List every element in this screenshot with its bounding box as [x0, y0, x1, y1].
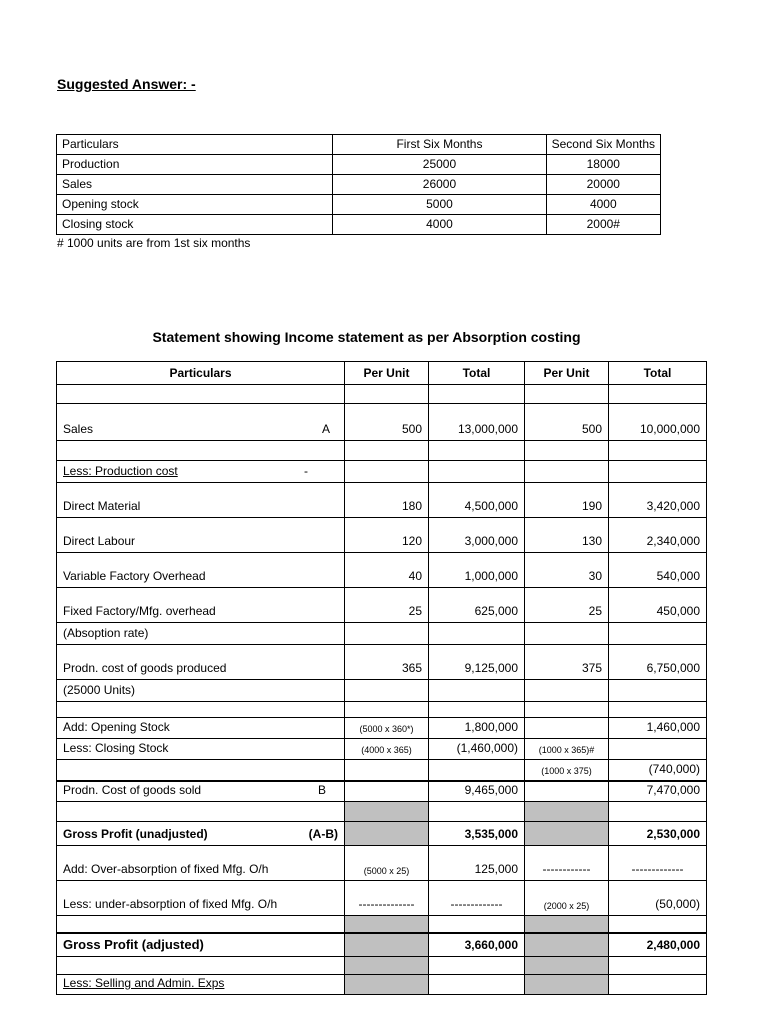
row-label: Production — [57, 155, 333, 175]
table-row-sales — [57, 404, 707, 441]
table-row-selling-admin — [57, 975, 707, 995]
table-row-closing-stock — [57, 739, 707, 760]
table-row — [57, 175, 661, 195]
cell-value: 190 — [525, 483, 609, 518]
row-label: Prodn. cost of goods produced — [57, 645, 345, 680]
row-label: (25000 Units) — [57, 680, 345, 702]
suggested-answer-heading: Suggested Answer: - — [57, 76, 196, 92]
header-per-unit-1: Per Unit — [345, 362, 429, 385]
table-row-absorption-rate — [57, 623, 707, 645]
cell-dash: -------------- — [345, 881, 429, 916]
cell-value: 180 — [345, 483, 429, 518]
cell-value: 375 — [525, 645, 609, 680]
cell-calculation: (1000 x 365)# — [525, 739, 609, 760]
table-row-direct-material — [57, 483, 707, 518]
row-label: (Absoption rate) — [57, 623, 345, 645]
cell-value: 4000 — [333, 215, 546, 235]
cell-calculation: (1000 x 375) — [525, 760, 609, 781]
table-row-gross-profit-unadjusted — [57, 822, 707, 846]
cell-value: 40 — [345, 553, 429, 588]
row-label: Prodn. Cost of goods sold B — [57, 781, 345, 802]
table-row — [57, 155, 661, 175]
cell-value: 10,000,000 — [609, 404, 707, 441]
row-label: Less: Production cost - — [57, 461, 345, 483]
cell-dash: ------------- — [429, 881, 525, 916]
cell-value: 5000 — [333, 195, 546, 215]
production-summary-table — [56, 134, 661, 235]
table-row-direct-labour — [57, 518, 707, 553]
cell-value: 26000 — [333, 175, 546, 195]
row-label: Opening stock — [57, 195, 333, 215]
row-label: Closing stock — [57, 215, 333, 235]
cell-value: 3,420,000 — [609, 483, 707, 518]
table-row-units — [57, 680, 707, 702]
cell-value: 25 — [345, 588, 429, 623]
cell-value: 500 — [525, 404, 609, 441]
table-row-less-production — [57, 461, 707, 483]
row-label: Less: Closing Stock — [57, 739, 345, 760]
spacer-row — [57, 802, 707, 822]
cell-value: 4000 — [546, 195, 660, 215]
row-label: Gross Profit (adjusted) — [57, 933, 345, 957]
cell-calculation: (2000 x 25) — [525, 881, 609, 916]
cell-value: 2,530,000 — [609, 822, 707, 846]
statement-title: Statement showing Income statement as per Absorption costing — [152, 329, 581, 345]
cell-value: 1,460,000 — [609, 718, 707, 739]
cell-value: 20000 — [546, 175, 660, 195]
cell-value: 625,000 — [429, 588, 525, 623]
row-label: Gross Profit (unadjusted) (A-B) — [57, 822, 345, 846]
cell-dash: ------------- — [609, 846, 707, 881]
row-label: Add: Over-absorption of fixed Mfg. O/h — [57, 846, 345, 881]
cell-value: 3,000,000 — [429, 518, 525, 553]
cell-value: 25000 — [333, 155, 546, 175]
spacer-row — [57, 957, 707, 975]
spacer-row — [57, 385, 707, 404]
table-row-variable-overhead — [57, 553, 707, 588]
table-row-fixed-overhead — [57, 588, 707, 623]
table-row — [57, 215, 661, 235]
cell-value: 9,125,000 — [429, 645, 525, 680]
cell-value: 365 — [345, 645, 429, 680]
table-header-row — [57, 135, 661, 155]
header-per-unit-2: Per Unit — [525, 362, 609, 385]
cell-value: 450,000 — [609, 588, 707, 623]
spacer-row — [57, 702, 707, 718]
cell-value: 2,340,000 — [609, 518, 707, 553]
cell-value: 125,000 — [429, 846, 525, 881]
cell-value: (1,460,000) — [429, 739, 525, 760]
cell-value: 7,470,000 — [609, 781, 707, 802]
header-particulars: Particulars — [57, 362, 345, 385]
cell-value: 540,000 — [609, 553, 707, 588]
cell-value: 13,000,000 — [429, 404, 525, 441]
row-label: Direct Material — [57, 483, 345, 518]
footnote: # 1000 units are from 1st six months — [57, 236, 251, 250]
cell-dash: ------------ — [525, 846, 609, 881]
row-label: Sales A — [57, 404, 345, 441]
table-header-row — [57, 362, 707, 385]
cell-value: 500 — [345, 404, 429, 441]
cell-value: 25 — [525, 588, 609, 623]
cell-value: 2000# — [546, 215, 660, 235]
header-particulars: Particulars — [57, 135, 333, 155]
table-row-cost-of-goods-produced — [57, 645, 707, 680]
cell-value: 9,465,000 — [429, 781, 525, 802]
spacer-row — [57, 916, 707, 933]
row-label: Fixed Factory/Mfg. overhead — [57, 588, 345, 623]
cell-value: (740,000) — [609, 760, 707, 781]
table-row-over-absorption — [57, 846, 707, 881]
header-total-2: Total — [609, 362, 707, 385]
cell-value: (50,000) — [609, 881, 707, 916]
row-label: Direct Labour — [57, 518, 345, 553]
cell-value: 3,660,000 — [429, 933, 525, 957]
table-row — [57, 195, 661, 215]
row-label: Add: Opening Stock — [57, 718, 345, 739]
cell-value: 3,535,000 — [429, 822, 525, 846]
row-label: Less: Selling and Admin. Exps — [57, 975, 345, 995]
cell-value: 18000 — [546, 155, 660, 175]
absorption-costing-statement — [56, 361, 707, 995]
table-row-under-absorption — [57, 881, 707, 916]
header-second-six-months: Second Six Months — [546, 135, 660, 155]
cell-value: 6,750,000 — [609, 645, 707, 680]
cell-value: 130 — [525, 518, 609, 553]
row-label: Less: under-absorption of fixed Mfg. O/h — [57, 881, 345, 916]
cell-calculation: (4000 x 365) — [345, 739, 429, 760]
cell-value: 2,480,000 — [609, 933, 707, 957]
table-row-cost-of-goods-sold — [57, 781, 707, 802]
header-total-1: Total — [429, 362, 525, 385]
row-label: Variable Factory Overhead — [57, 553, 345, 588]
cell-value: 30 — [525, 553, 609, 588]
cell-value: 1,800,000 — [429, 718, 525, 739]
table-row-opening-stock — [57, 718, 707, 739]
cell-value: 1,000,000 — [429, 553, 525, 588]
table-row-closing-stock-2 — [57, 760, 707, 781]
row-label: Sales — [57, 175, 333, 195]
table-row-gross-profit-adjusted — [57, 933, 707, 957]
cell-calculation: (5000 x 25) — [345, 846, 429, 881]
cell-calculation: (5000 x 360*) — [345, 718, 429, 739]
spacer-row — [57, 441, 707, 461]
header-first-six-months: First Six Months — [333, 135, 546, 155]
cell-value: 4,500,000 — [429, 483, 525, 518]
cell-value: 120 — [345, 518, 429, 553]
